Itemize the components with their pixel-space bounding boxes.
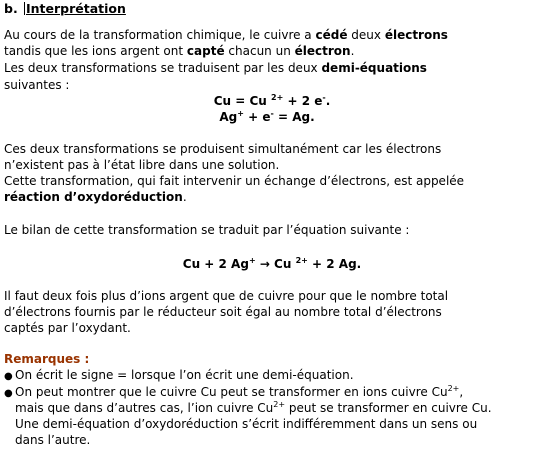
- paragraph-line: n’existent pas à l’état libre dans une solution.: [4, 158, 280, 172]
- list-item-continuation: Une demi-équation d’oxydoréduction s’écrit indifféremment dans un sens ou: [15, 417, 478, 431]
- bullet-icon: ●: [4, 371, 13, 382]
- paragraph-line: suivantes :: [4, 78, 70, 92]
- paragraph-line: Ces deux transformations se produisent simultanément car les électrons: [4, 142, 442, 156]
- list-item: ● On peut montrer que le cuivre Cu peut se transformer en ions cuivre $Cu^{2+}$,: [4, 384, 463, 402]
- text-cursor: [24, 2, 25, 15]
- paragraph-line: captés par l’oxydant.: [4, 321, 131, 335]
- list-item-continuation: mais que dans d’autres cas, l’ion cuivre $Cu^{2+}$ peut se transformer en cuivre Cu.: [15, 400, 492, 415]
- list-item: ● On écrit le signe = lorsque l’on écrit une demi-équation.: [4, 367, 354, 385]
- section-number: b.: [4, 1, 18, 16]
- paragraph-line: tandis que les ions argent ont capté chacun un électron.: [4, 44, 355, 58]
- half-equation-copper: Cu = Cu $^{2+}$ + 2 e-.: [213, 93, 331, 108]
- section-title: Interprétation: [26, 1, 126, 16]
- overall-equation: Cu + 2 Ag+ → Cu $^{2+}$ + 2 Ag.: [182, 256, 362, 271]
- paragraph-line: Les deux transformations se traduisent par les deux demi-équations: [4, 61, 427, 75]
- paragraph-line: Le bilan de cette transformation se traduit par l’équation suivante :: [4, 223, 410, 237]
- section-heading: [4, 1, 126, 16]
- half-equation-silver: Ag+ + e- = Ag.: [219, 109, 315, 124]
- paragraph-line: Il faut deux fois plus d’ions argent que de cuivre pour que le nombre total: [4, 289, 449, 303]
- paragraph-line: Au cours de la transformation chimique, le cuivre a cédé deux électrons: [4, 28, 448, 42]
- remarks-title: Remarques :: [4, 352, 90, 366]
- paragraph-line: réaction d’oxydoréduction.: [4, 190, 187, 204]
- paragraph-line: d’électrons fournis par le réducteur soit égal au nombre total d’électrons: [4, 305, 442, 319]
- list-item-continuation: dans l’autre.: [15, 433, 91, 447]
- paragraph-line: Cette transformation, qui fait intervenir un échange d’électrons, est appelée: [4, 174, 465, 188]
- bullet-icon: ●: [4, 388, 13, 399]
